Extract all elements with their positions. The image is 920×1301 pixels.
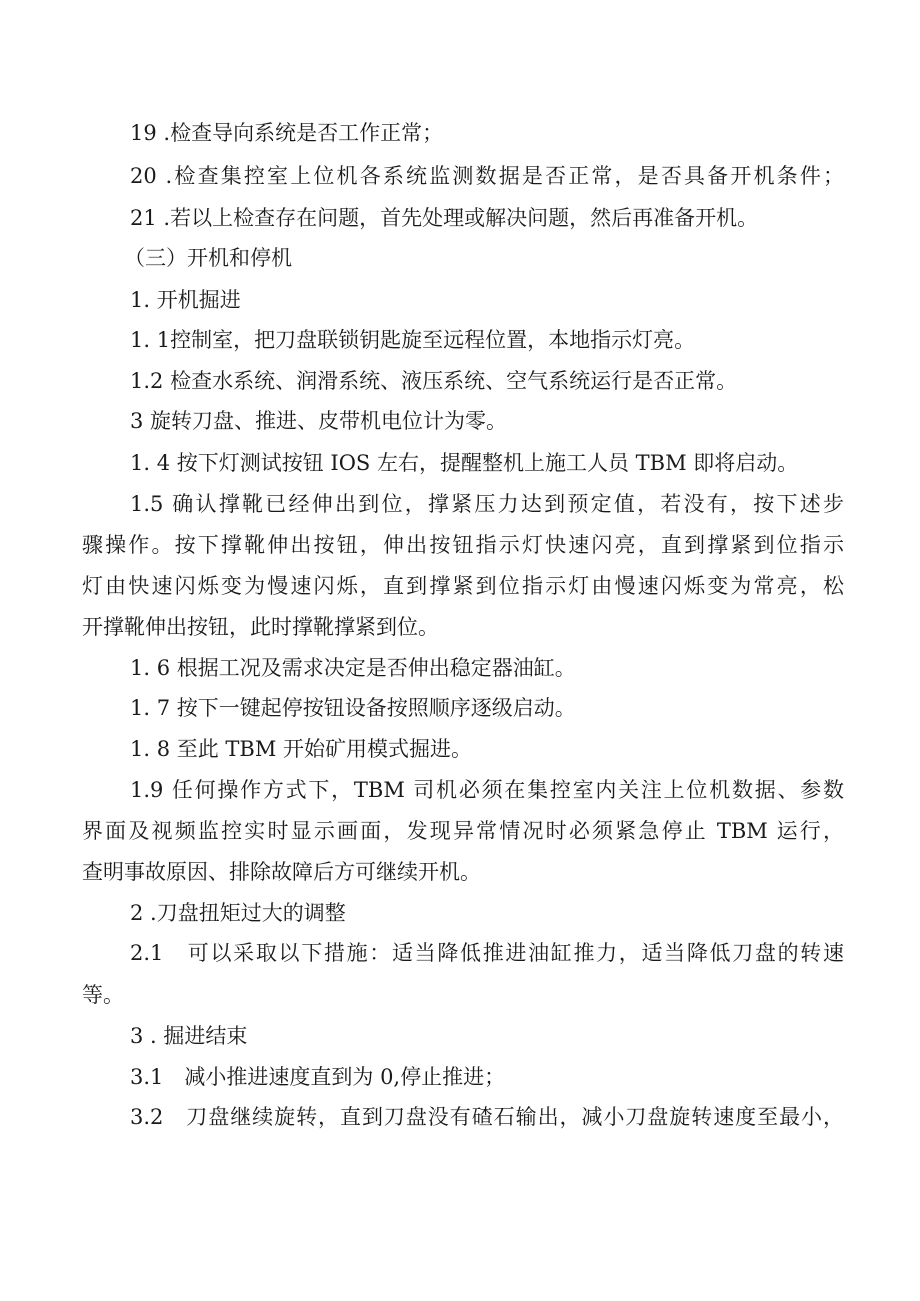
- text-line-1-9-cont-2: 查明事故原因、排除故障后方可继续开机。: [82, 860, 481, 884]
- subheading-2: 2 .刀盘扭矩过大的调整: [130, 901, 346, 925]
- text-line-2-1: 2.1 可以采取以下措施：适当降低推进油缸推力，适当降低刀盘的转速: [130, 941, 844, 965]
- text-line-1-9: 1.9 任何操作方式下，TBM 司机必须在集控室内关注上位机数据、参数: [130, 778, 844, 802]
- text-line-2-1-cont: 等。: [82, 983, 124, 1007]
- text-line-3-1: 3.1 减小推进速度直到为 0,停止推进；: [130, 1065, 506, 1089]
- section-heading-3: （三）开机和停机: [124, 246, 292, 270]
- text-line-1-6: 1. 6 根据工况及需求决定是否伸出稳定器油缸。: [130, 656, 576, 680]
- text-line-20: 20 .检查集控室上位机各系统监测数据是否正常，是否具备开机条件；: [130, 164, 844, 188]
- text-line-21: 21 .若以上检查存在问题，首先处理或解决问题，然后再准备开机。: [130, 206, 759, 230]
- text-line-1-8: 1. 8 至此 TBM 开始矿用模式掘进。: [130, 737, 473, 761]
- text-line-1-4: 1. 4 按下灯测试按钮 IOS 左右，提醒整机上施工人员 TBM 即将启动。: [130, 451, 799, 475]
- text-line-3-2: 3.2 刀盘继续旋转，直到刀盘没有碴石输出，减小刀盘旋转速度至最小，: [130, 1105, 844, 1129]
- text-line-1-2: 1.2 检查水系统、润滑系统、液压系统、空气系统运行是否正常。: [130, 369, 738, 393]
- text-line-1-1: 1. 1控制室，把刀盘联锁钥匙旋至远程位置，本地指示灯亮。: [130, 328, 696, 352]
- text-line-1-5: 1.5 确认撑靴已经伸出到位，撑紧压力达到预定值，若没有，按下述步: [130, 492, 844, 516]
- text-line-1-7: 1. 7 按下一键起停按钮设备按照顺序逐级启动。: [130, 696, 576, 720]
- text-line-1-5-cont-3: 开撑靴伸出按钮，此时撑靴撑紧到位。: [82, 615, 439, 639]
- text-line-1-5-cont-1: 骤操作。按下撑靴伸出按钮，伸出按钮指示灯快速闪亮，直到撑紧到位指示: [82, 533, 844, 557]
- subheading-1: 1. 开机掘进: [130, 288, 241, 312]
- subheading-3: 3 . 掘进结束: [130, 1024, 248, 1048]
- text-line-1-5-cont-2: 灯由快速闪烁变为慢速闪烁，直到撑紧到位指示灯由慢速闪烁变为常亮，松: [82, 574, 844, 598]
- text-line-1-9-cont-1: 界面及视频监控实时显示画面，发现异常情况时必须紧急停止 TBM 运行，: [82, 819, 844, 843]
- text-line-1-3: 3 旋转刀盘、推进、皮带机电位计为零。: [130, 409, 508, 433]
- text-line-19: 19 .检查导向系统是否工作正常；: [130, 121, 444, 145]
